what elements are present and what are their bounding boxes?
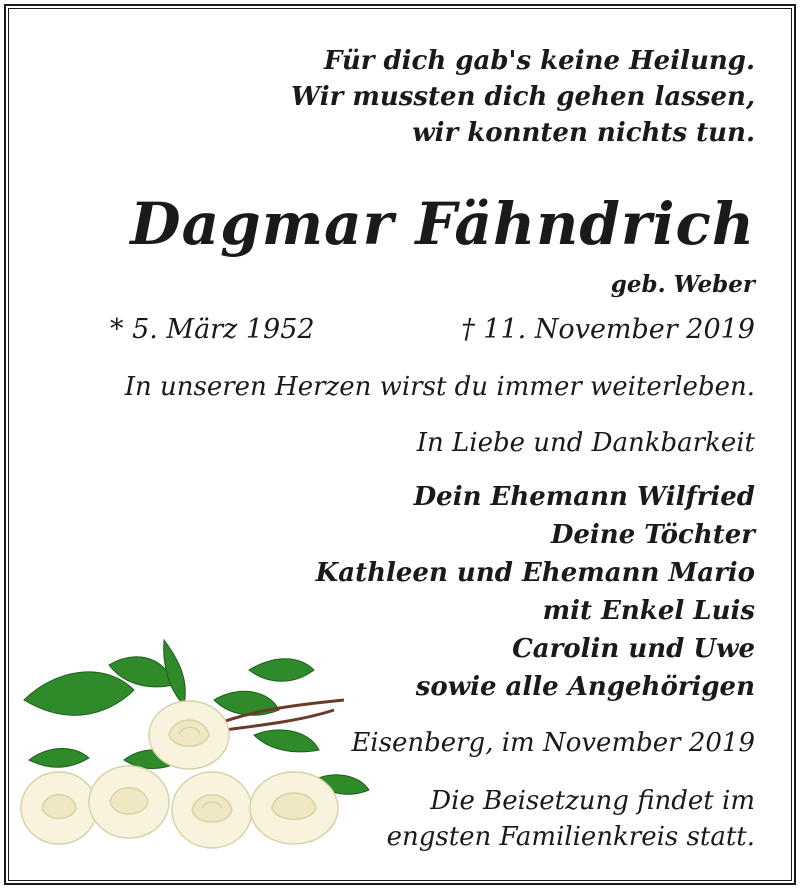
quote-line-3: wir konnten nichts tun. <box>412 118 755 148</box>
mourner-line: Deine Töchter <box>550 520 755 550</box>
birth-name: geb. Weber <box>610 271 755 298</box>
birth-date: * 5. März 1952 <box>110 314 315 345</box>
mourner-line: Kathleen und Ehemann Mario <box>315 558 755 588</box>
quote-line-1: Für dich gab's keine Heilung. <box>323 46 755 76</box>
mourner-line: sowie alle Angehörigen <box>415 672 755 702</box>
place-and-date: Eisenberg, im November 2019 <box>351 728 755 758</box>
mourner-line: Dein Ehemann Wilfried <box>413 482 755 512</box>
closing-line: In Liebe und Dankbarkeit <box>416 428 755 458</box>
deceased-name: Dagmar Fähndrich <box>130 190 755 258</box>
funeral-note-line-1: Die Beisetzung findet im <box>430 786 755 816</box>
funeral-note-line-2: engsten Familienkreis statt. <box>386 822 755 852</box>
white-roses-icon <box>14 630 374 870</box>
remembrance-message: In unseren Herzen wirst du immer weiterleben. <box>124 372 755 402</box>
mourner-line: Carolin und Uwe <box>512 634 755 664</box>
death-date: † 11. November 2019 <box>461 314 755 345</box>
quote-line-2: Wir mussten dich gehen lassen, <box>290 82 755 112</box>
mourner-line: mit Enkel Luis <box>542 596 755 626</box>
